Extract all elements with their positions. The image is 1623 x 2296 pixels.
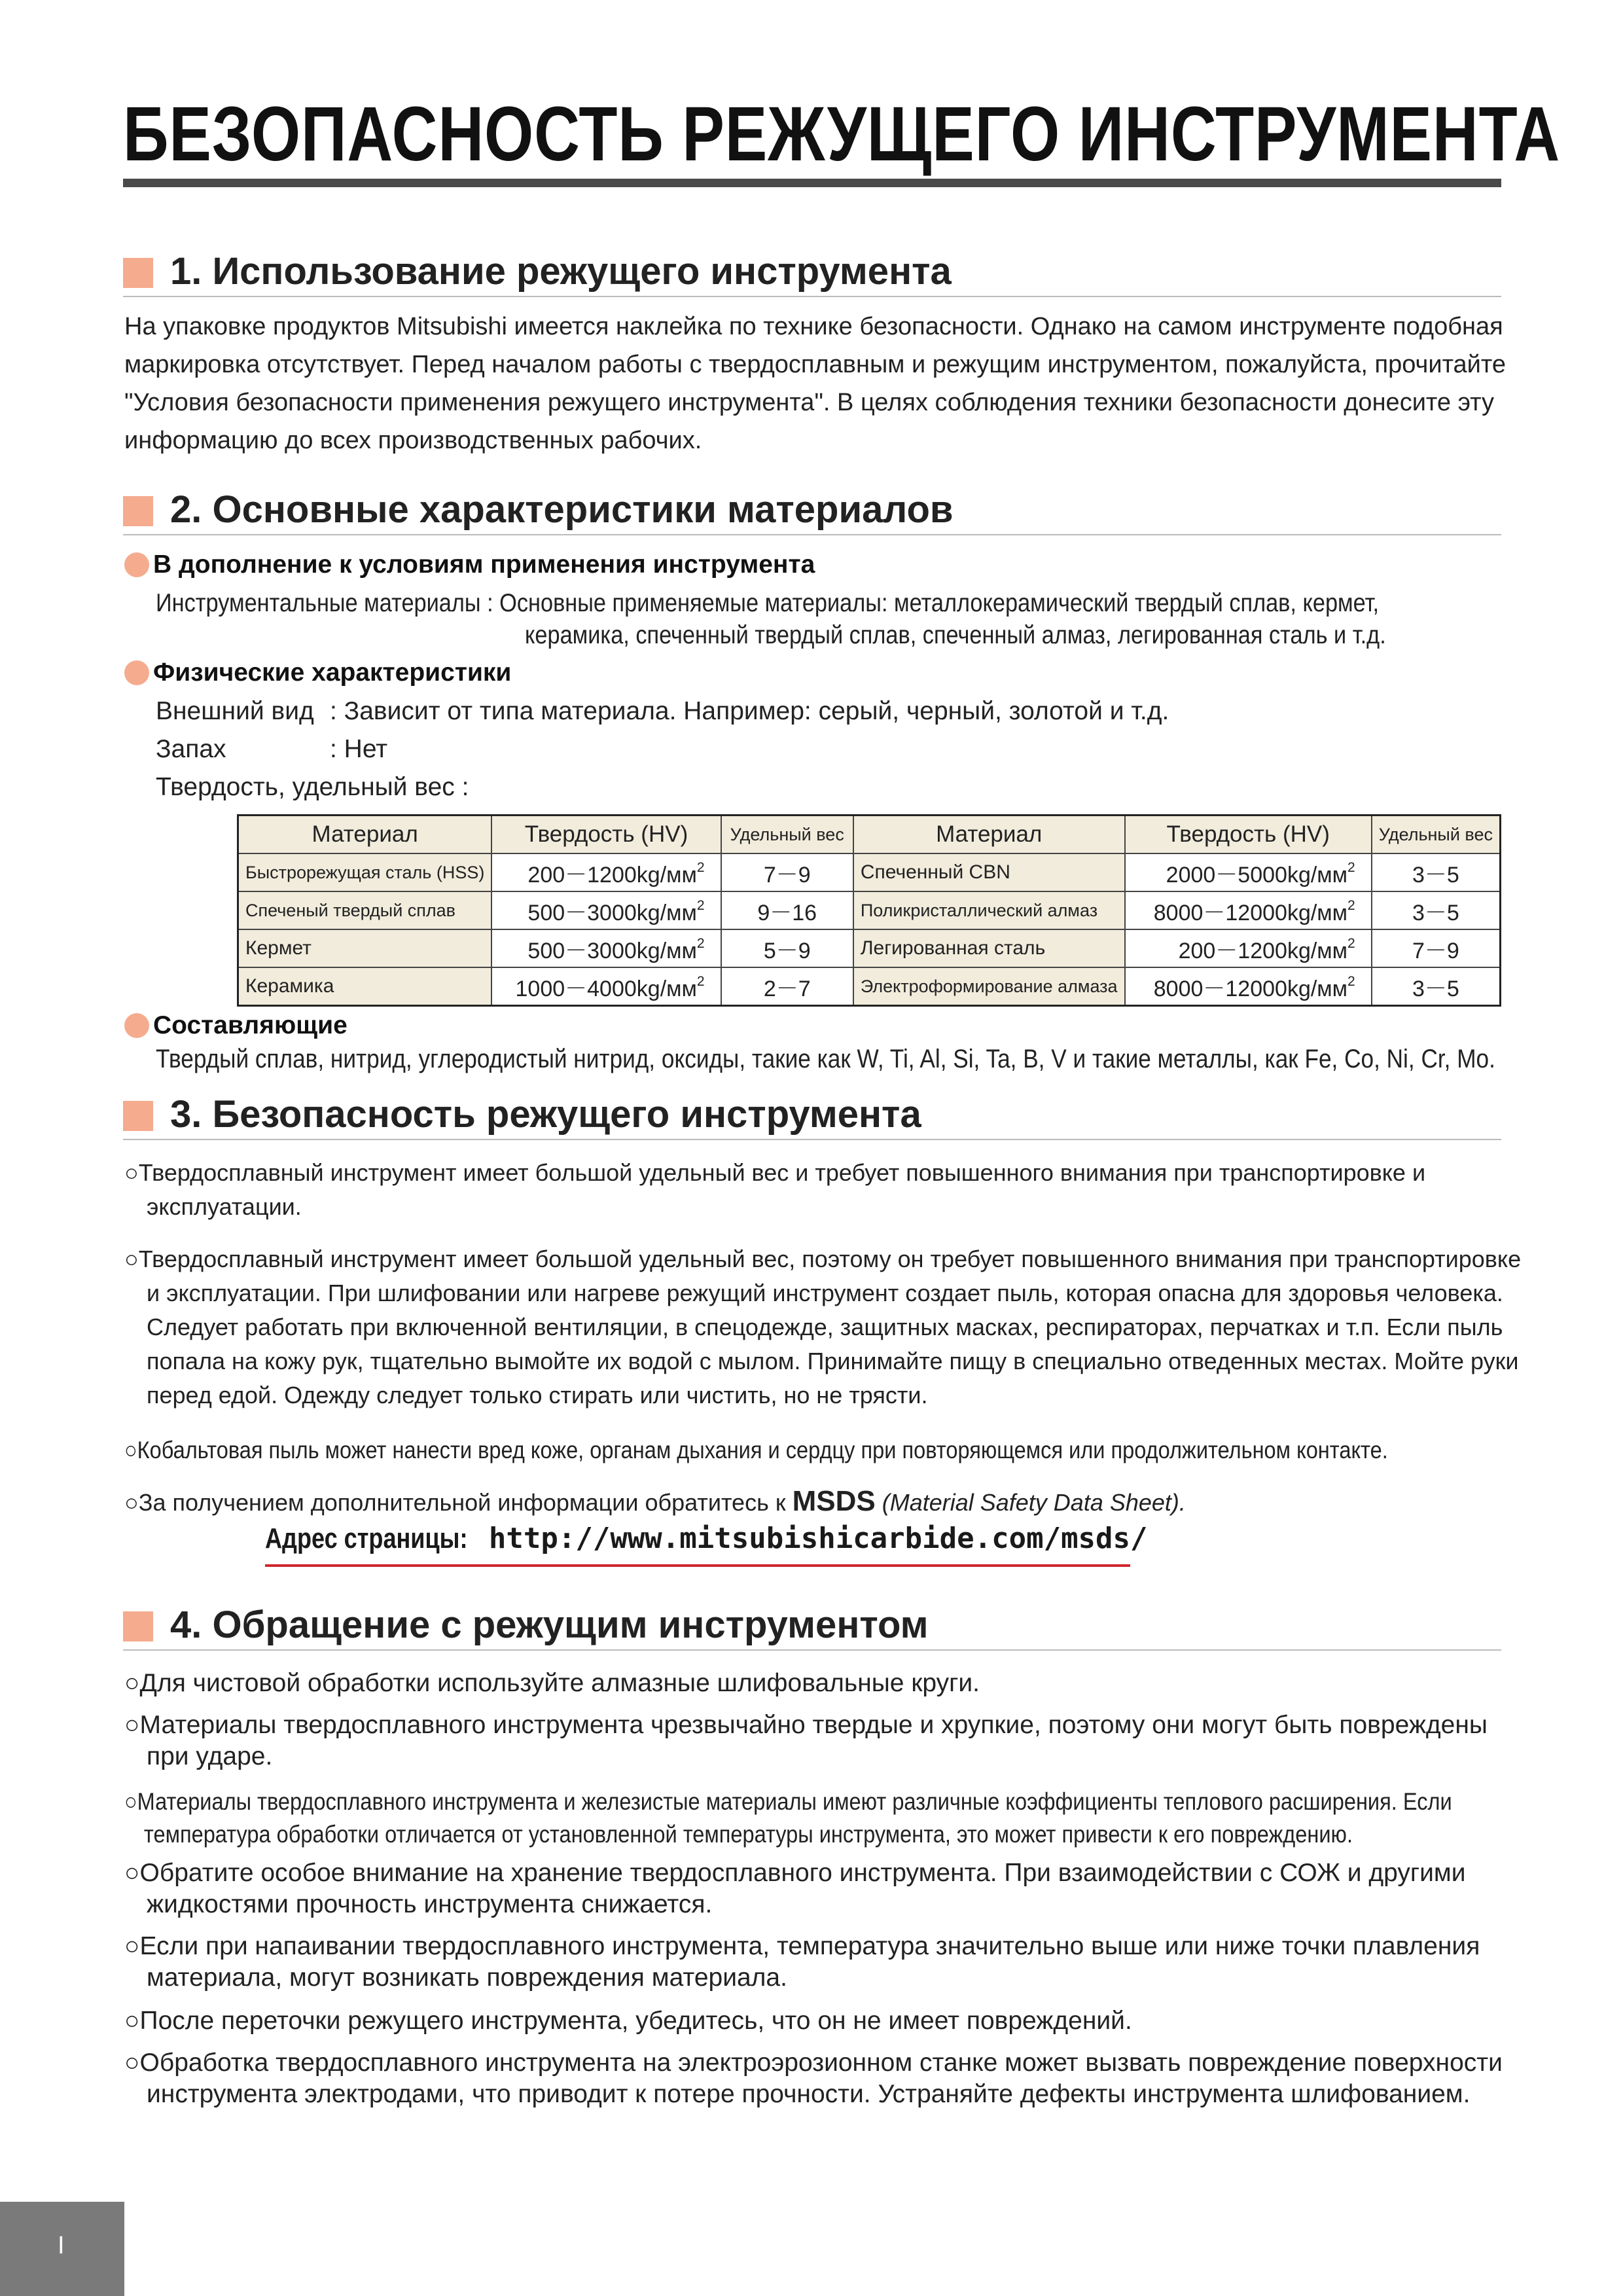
table-cell-hardness: $8000-12000kg/мм^2$ xyxy=(1125,967,1372,1006)
section-marker-icon xyxy=(123,258,153,288)
section-3-title: 3. Безопасность режущего инструмента xyxy=(170,1093,921,1136)
bullet-dot-icon xyxy=(124,1013,149,1038)
section-1-text: На упаковке продуктов Mitsubishi имеется наклейка по технике безопасности. Однако на самом инструменте подобная маркировка отсутствует. Перед началом работы с твердосплавным и режущим инструментом, пожалуйста, прочитайте "Условия безопасности применения режущего инструмента". В целях соблюдения техники безопасности донесите эту информацию до всех производственных рабочих. xyxy=(124,313,1507,454)
table-cell-material: Спеченный CBN xyxy=(853,853,1125,891)
table-cell-hardness: $200-1200kg/мм^2$ xyxy=(1125,929,1372,967)
section-4-heading xyxy=(123,1604,1501,1651)
table-cell-density: 9－16 xyxy=(721,891,853,929)
subsection-components-title: Составляющие xyxy=(153,1011,348,1039)
bullet-dot-icon xyxy=(124,660,149,685)
handling-item: ○После переточки режущего инструмента, убедитесь, что он не имеет повреждений. xyxy=(124,2007,1132,2035)
title-underline xyxy=(123,179,1501,187)
msds-abbr: MSDS xyxy=(792,1485,876,1517)
materials-table xyxy=(237,814,1501,1007)
table-cell-density: 3－5 xyxy=(1372,967,1501,1006)
table-row xyxy=(238,967,1501,1006)
subsection-conditions xyxy=(124,548,815,581)
hardness-label: Твердость, удельный вес : xyxy=(156,773,469,801)
components-text: Твердый сплав, нитрид, углеродистый нитрид, оксиды, такие как W, Ti, Al, Si, Ta, B, V и такие металлы, как Fe, Co, Ni, Cr, Mo. xyxy=(156,1045,1495,1073)
handling-item: ○Материалы твердосплавного инструмента и железистые материалы имеют различные коэффициенты теплового расширения. Если температура обработки отличается от установленной температуры инструмента, это может привести к его повреждению. xyxy=(124,1788,1452,1848)
table-header-row xyxy=(238,816,1501,854)
msds-link[interactable]: http://www.mitsubishicarbide.com/msds/ xyxy=(488,1522,1148,1555)
bullet-dot-icon xyxy=(124,552,149,577)
appearance-label: Внешний вид xyxy=(156,697,314,725)
table-cell-material: Быстрорежущая сталь (HSS) xyxy=(238,853,492,891)
section-3-heading xyxy=(123,1093,1501,1140)
safety-item: ○Кобальтовая пыль может нанести вред коже, органам дыхания и сердцу при повторяющемся или продолжительном контакте. xyxy=(124,1437,1388,1463)
page-title: БЕЗОПАСНОСТЬ РЕЖУЩЕГО ИНСТРУМЕНТА xyxy=(123,91,1561,177)
msds-prefix: ○За получением дополнительной информации обратитесь к xyxy=(124,1489,793,1516)
msds-full: (Material Safety Data Sheet). xyxy=(875,1489,1186,1516)
section-2-heading xyxy=(123,488,1501,535)
section-1-title: 1. Использование режущего инструмента xyxy=(170,250,952,293)
table-cell-hardness: $500-3000kg/мм^2$ xyxy=(491,891,721,929)
handling-item: ○Для чистовой обработки используйте алмазные шлифовальные круги. xyxy=(124,1669,980,1697)
table-row xyxy=(238,891,1501,929)
table-cell-density: 5－9 xyxy=(721,929,853,967)
section-4-title: 4. Обращение с режущим инструментом xyxy=(170,1604,929,1646)
table-row xyxy=(238,853,1501,891)
url-underline xyxy=(265,1564,1130,1567)
subsection-components xyxy=(124,1009,348,1042)
subsection-physical xyxy=(124,656,511,689)
subsection-physical-title: Физические характеристики xyxy=(153,658,512,687)
safety-item: ○Твердосплавный инструмент имеет большой удельный вес и требует повышенного внимания при транспортировке и эксплуатации. xyxy=(124,1159,1426,1220)
table-cell-hardness: $2000-5000kg/мм^2$ xyxy=(1125,853,1372,891)
smell-value: : Нет xyxy=(330,735,388,763)
table-cell-material: Поликристаллический алмаз xyxy=(853,891,1125,929)
table-cell-density: 3－5 xyxy=(1372,891,1501,929)
safety-item: ○Твердосплавный инструмент имеет большой удельный вес, поэтому он требует повышенного внимания при транспортировке и эксплуатации. При шлифовании или нагреве режущий инструмент создает пыль, которая опасна для здоровья человека. Следует работать при включенной вентиляции, в спецодежде, защитных масках, респираторах, перчатках и т.п. Если пыль попала на кожу рук, тщательно вымойте их водой с мылом. Принимайте пищу в специально отведенных местах. Мойте руки перед едой. Одежду следует только стирать или чистить, но не трясти. xyxy=(124,1246,1522,1408)
table-header: Твердость (HV) xyxy=(491,816,721,854)
table-row xyxy=(238,929,1501,967)
section-marker-icon xyxy=(123,1611,153,1641)
section-marker-icon xyxy=(123,496,153,526)
table-cell-material: Кермет xyxy=(238,929,492,967)
table-header: Удельный вес xyxy=(1372,816,1501,854)
table-header: Материал xyxy=(853,816,1125,854)
page-number: I xyxy=(58,2232,65,2259)
msds-url-line xyxy=(265,1522,1148,1555)
handling-item: ○Обратите особое внимание на хранение твердосплавного инструмента. При взаимодействии с СОЖ и другими жидкостями прочность инструмента снижается. xyxy=(124,1859,1466,1918)
tool-materials-line-2: керамика, спеченный твердый сплав, спеченный алмаз, легированная сталь и т.д. xyxy=(525,621,1386,649)
table-cell-material: Легированная сталь xyxy=(853,929,1125,967)
smell-label: Запах xyxy=(156,735,226,763)
section-1-heading xyxy=(123,250,1501,297)
table-cell-density: 2－7 xyxy=(721,967,853,1006)
table-cell-hardness: $8000-12000kg/мм^2$ xyxy=(1125,891,1372,929)
table-cell-density: 7－9 xyxy=(721,853,853,891)
table-header: Удельный вес xyxy=(721,816,853,854)
table-header: Материал xyxy=(238,816,492,854)
table-header: Твердость (HV) xyxy=(1125,816,1372,854)
handling-item: ○Если при напаивании твердосплавного инструмента, температура значительно выше или ниже точки плавления материала, могут возникать повреждения материала. xyxy=(124,1932,1480,1992)
table-cell-hardness: $1000-4000kg/мм^2$ xyxy=(491,967,721,1006)
handling-item: ○Материалы твердосплавного инструмента чрезвычайно твердые и хрупкие, поэтому они могут быть повреждены при ударе. xyxy=(124,1711,1488,1770)
table-cell-hardness: $500-3000kg/мм^2$ xyxy=(491,929,721,967)
section-2-title: 2. Основные характеристики материалов xyxy=(170,488,954,531)
appearance-value: : Зависит от типа материала. Например: серый, черный, золотой и т.д. xyxy=(330,697,1169,725)
section-marker-icon xyxy=(123,1101,153,1131)
handling-item: ○Обработка твердосплавного инструмента на электроэрозионном станке может вызвать повреждение поверхности инструмента электродами, что приводит к потере прочности. Устраняйте дефекты инструмента шлифованием. xyxy=(124,2049,1503,2108)
table-cell-material: Спеченый твердый сплав xyxy=(238,891,492,929)
table-cell-hardness: $200-1200kg/мм^2$ xyxy=(491,853,721,891)
url-label: Адрес страницы: xyxy=(265,1522,468,1554)
table-cell-density: 3－5 xyxy=(1372,853,1501,891)
msds-item xyxy=(124,1484,1527,1520)
table-cell-density: 7－9 xyxy=(1372,929,1501,967)
subsection-conditions-title: В дополнение к условиям применения инструмента xyxy=(153,550,815,579)
table-cell-material: Электроформирование алмаза xyxy=(853,967,1125,1006)
table-cell-material: Керамика xyxy=(238,967,492,1006)
tool-materials-line-1: Инструментальные материалы : Основные применяемые материалы: металлокерамический твердый сплав, кермет, xyxy=(156,589,1380,617)
